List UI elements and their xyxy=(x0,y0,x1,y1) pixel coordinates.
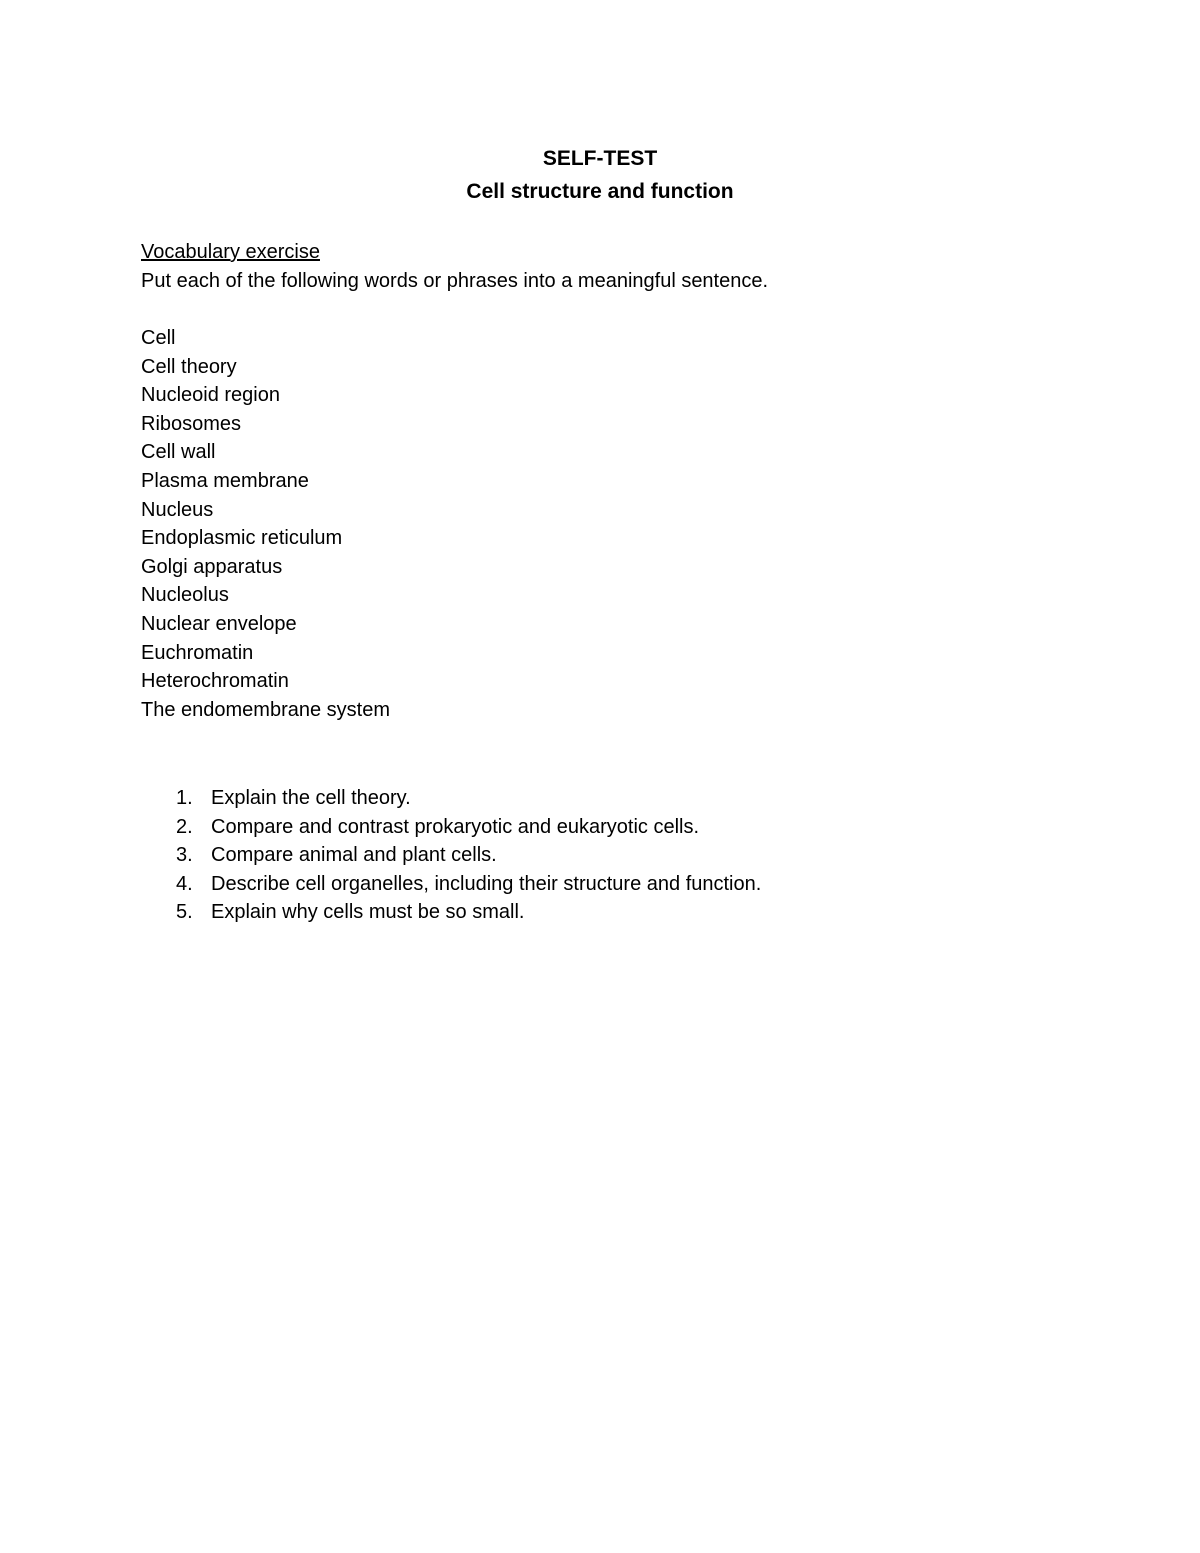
vocabulary-item: Plasma membrane xyxy=(141,469,309,492)
vocabulary-item: Cell wall xyxy=(141,441,216,464)
vocabulary-item: Ribosomes xyxy=(141,412,242,435)
vocabulary-item: Cell xyxy=(141,327,176,349)
question-number: 5. xyxy=(176,901,193,924)
document-subtitle: Cell structure and function xyxy=(466,180,734,203)
vocabulary-item: Nucleolus xyxy=(141,584,229,607)
question-text: Explain the cell theory. xyxy=(211,787,411,809)
vocabulary-list xyxy=(141,324,390,724)
question-text: Compare animal and plant cells. xyxy=(211,844,497,867)
vocabulary-item: Endoplasmic reticulum xyxy=(141,527,343,550)
question-text: Explain why cells must be so small. xyxy=(211,901,525,924)
question-number: 2. xyxy=(176,815,193,838)
question-number: 4. xyxy=(176,872,193,895)
vocabulary-item: Cell theory xyxy=(141,355,237,378)
question-number: 3. xyxy=(176,844,193,867)
document-title: SELF-TEST xyxy=(542,147,658,170)
vocabulary-item: Nucleus xyxy=(141,498,214,521)
vocabulary-item: Heterochromatin xyxy=(141,670,289,693)
vocabulary-item: Euchromatin xyxy=(141,641,254,664)
section-heading: Vocabulary exercise xyxy=(141,241,320,263)
question-number: 1. xyxy=(176,787,193,809)
instruction-text: Put each of the following words or phrases into a meaningful sentence. xyxy=(141,270,769,292)
vocabulary-item: Nucleoid region xyxy=(141,384,280,407)
vocabulary-item: Nuclear envelope xyxy=(141,612,297,635)
question-text: Compare and contrast prokaryotic and eukaryotic cells. xyxy=(211,815,700,838)
question-text: Describe cell organelles, including their structure and function. xyxy=(211,872,762,895)
vocabulary-item: Golgi apparatus xyxy=(141,555,283,578)
vocabulary-item: The endomembrane system xyxy=(141,698,391,721)
